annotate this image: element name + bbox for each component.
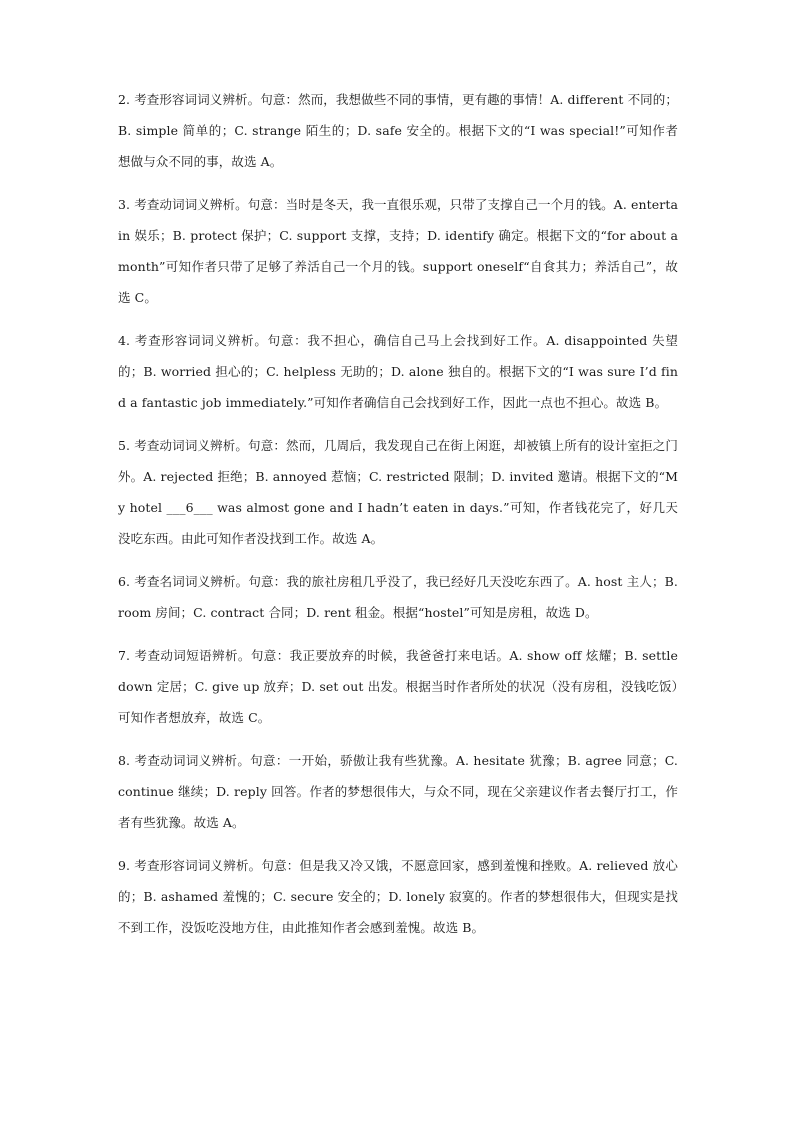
explanation-item-2: 2. 考查形容词词义辨析。句意：然而，我想做些不同的事情，更有趣的事情！A. different 不同的；B. simple 简单的；C. strange 陌生的；D. safe 安全的。根据下文的“I was special!”可知作者想做与众不同的事，故选 A。 (118, 92, 678, 169)
explanation-item-5: 5. 考查动词词义辨析。句意：然而，几周后，我发现自己在街上闲逛，却被镇上所有的设计室拒之门外。A. rejected 拒绝；B. annoyed 惹恼；C. restricted 限制；D. invited 邀请。根据下文的“My hotel ___6___ was almost gone and I hadn’t eaten in days.”可知，作者钱花完了，好几天没吃东西。由此可知作者没找到工作。故选 A。 (118, 438, 678, 546)
answer-explanations (118, 84, 678, 955)
explanation-item-9: 9. 考查形容词词义辨析。句意：但是我又冷又饿，不愿意回家，感到羞愧和挫败。A. relieved 放心的；B. ashamed 羞愧的；C. secure 安全的；D. lonely 寂寞的。作者的梦想很伟大，但现实是找不到工作，没饭吃没地方住，由此推知作者会感到羞愧。故选 B。 (118, 858, 678, 935)
explanation-item-7: 7. 考查动词短语辨析。句意：我正要放弃的时候，我爸爸打来电话。A. show off 炫耀；B. settle down 定居；C. give up 放弃；D. set out 出发。根据当时作者所处的状况（没有房租，没钱吃饭）可知作者想放弃，故选 C。 (118, 648, 678, 725)
explanation-item-8: 8. 考查动词词义辨析。句意：一开始，骄傲让我有些犹豫。A. hesitate 犹豫；B. agree 同意；C. continue 继续；D. reply 回答。作者的梦想很伟大，与众不同，现在父亲建议作者去餐厅打工，作者有些犹豫。故选 A。 (118, 753, 678, 830)
explanation-item-6: 6. 考查名词词义辨析。句意：我的旅社房租几乎没了，我已经好几天没吃东西了。A. host 主人；B. room 房间；C. contract 合同；D. rent 租金。根据“hostel”可知是房租，故选 D。 (118, 574, 678, 620)
explanation-item-4: 4. 考查形容词词义辨析。句意：我不担心，确信自己马上会找到好工作。A. disappointed 失望的；B. worried 担心的；C. helpless 无助的；D. alone 独自的。根据下文的“I was sure I’d find a fantastic job immediately.”可知作者确信自己会找到好工作，因此一点也不担心。故选 B。 (118, 333, 678, 410)
explanation-item-3: 3. 考查动词词义辨析。句意：当时是冬天，我一直很乐观，只带了支撑自己一个月的钱。A. entertain 娱乐；B. protect 保护；C. support 支撑，支持；D. identify 确定。根据下文的“for about a month”可知作者只带了足够了养活自己一个月的钱。support oneself“自食其力；养活自己”，故选 C。 (118, 197, 678, 305)
